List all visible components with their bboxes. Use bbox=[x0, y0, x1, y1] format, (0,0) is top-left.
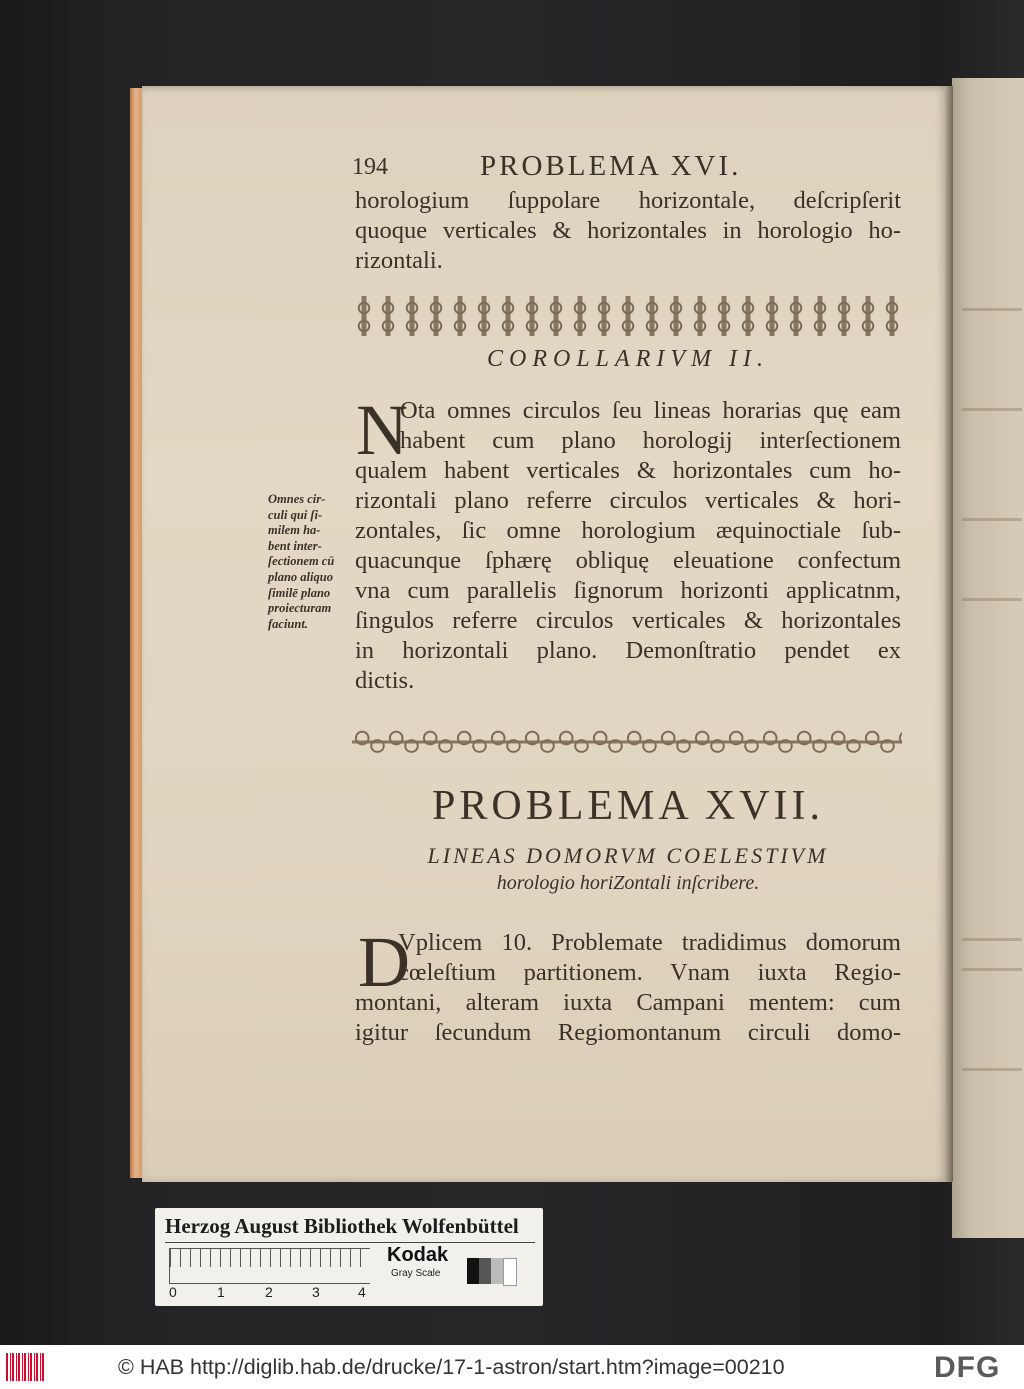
text-line: quacunque ſphærę obliquę eleuatione confectum bbox=[355, 547, 901, 574]
text-line: cœleſtium partitionem. Vnam iuxta Regio- bbox=[398, 959, 901, 986]
gray-swatch-dark bbox=[479, 1258, 491, 1284]
corollary-heading: COROLLARIVM II. bbox=[487, 346, 769, 372]
gray-swatch-white bbox=[503, 1258, 517, 1286]
problem-paragraph bbox=[355, 988, 901, 1048]
facing-page-edge bbox=[952, 78, 1024, 1238]
margin-note-line: proiecturam bbox=[268, 601, 332, 616]
library-label bbox=[155, 1208, 543, 1306]
library-name: Herzog August Bibliothek Wolfenbüttel bbox=[165, 1214, 535, 1243]
text-line: qualem habent verticales & horizontales cum ho- bbox=[355, 457, 901, 484]
footer-bar bbox=[0, 1345, 1024, 1389]
text-line: igitur ſecundum Regiomontanum circuli domo- bbox=[355, 1019, 901, 1046]
text-line: in horizontali plano. Demonſtratio pendet ex bbox=[355, 637, 901, 664]
text-line: rizontali. bbox=[355, 247, 443, 274]
copyright-link[interactable]: © HAB http://diglib.hab.de/drucke/17-1-astron/start.htm?image=00210 bbox=[118, 1355, 785, 1379]
kodak-logo: Kodak bbox=[387, 1244, 449, 1266]
gray-swatch-black bbox=[467, 1258, 479, 1284]
running-title: PROBLEMA XVI. bbox=[480, 150, 742, 182]
text-line: rizontali plano referre circulos verticales & hori- bbox=[355, 487, 901, 514]
gray-swatch-light bbox=[491, 1258, 503, 1284]
text-line: horologium ſuppolare horizontale, deſcripſerit bbox=[355, 187, 901, 214]
ruler-number: 1 bbox=[217, 1284, 225, 1300]
margin-note bbox=[268, 492, 352, 632]
text-line: quoque verticales & horizontales in horologio ho- bbox=[355, 217, 901, 244]
margin-note-line: Omnes cir- bbox=[268, 492, 326, 506]
text-line: ſingulos referre circulos verticales & horizontales bbox=[355, 607, 901, 634]
text-line: Vplicem 10. Problemate tradidimus domorum bbox=[398, 929, 901, 956]
margin-note-line: ſimilē plano bbox=[268, 585, 331, 600]
gray-scale-label: Gray Scale bbox=[391, 1268, 441, 1279]
ruler-number: 0 bbox=[169, 1284, 177, 1300]
running-head bbox=[350, 150, 900, 190]
margin-note-line: milem ha- bbox=[268, 523, 321, 538]
corollary-paragraph bbox=[355, 456, 901, 696]
ruler-number: 3 bbox=[312, 1284, 320, 1300]
text-line: vna cum parallelis ſignorum horizonti applicatnm, bbox=[355, 577, 901, 604]
margin-note-line: ſectionem cū bbox=[268, 554, 335, 569]
ruler-number: 4 bbox=[358, 1284, 366, 1300]
margin-note-line: bent inter- bbox=[268, 538, 322, 553]
ruler-number: 2 bbox=[265, 1284, 273, 1300]
page-gutter bbox=[945, 86, 953, 1182]
decorative-ornament-band bbox=[352, 296, 902, 336]
page-number: 194 bbox=[352, 154, 388, 180]
problem-subtitle-2: horologio horiZontali inſcribere. bbox=[496, 872, 760, 894]
problem-subtitle: LINEAS DOMORVM COELESTIVM bbox=[427, 843, 829, 868]
text-line: dictis. bbox=[355, 667, 415, 694]
barcode-icon bbox=[6, 1353, 46, 1381]
text-line: Ota omnes circulos ſeu lineas horarias quę eam bbox=[400, 397, 901, 424]
margin-note-line: culi qui ſi- bbox=[268, 507, 323, 522]
page-edge bbox=[130, 88, 142, 1178]
drop-cap-n: N bbox=[356, 390, 408, 470]
margin-note-line: faciunt. bbox=[268, 616, 308, 631]
decorative-ornament-band bbox=[352, 722, 902, 762]
text-line: zontales, ſic omne horologium æquinoctiale ſub- bbox=[355, 517, 901, 544]
dfg-logo: DFG bbox=[934, 1351, 1001, 1384]
corollary-first-lines bbox=[400, 396, 901, 456]
scale-ruler bbox=[169, 1248, 370, 1284]
problem-first-lines bbox=[398, 928, 901, 988]
text-line: montani, alteram iuxta Campani mentem: cum bbox=[355, 989, 901, 1016]
drop-cap-d: D bbox=[358, 922, 410, 1002]
margin-note-line: plano aliquo bbox=[268, 569, 333, 584]
problem-title: PROBLEMA XVII. bbox=[431, 783, 825, 829]
intro-paragraph bbox=[355, 186, 901, 276]
text-line: habent cum plano horologij interſectionem bbox=[400, 427, 901, 454]
